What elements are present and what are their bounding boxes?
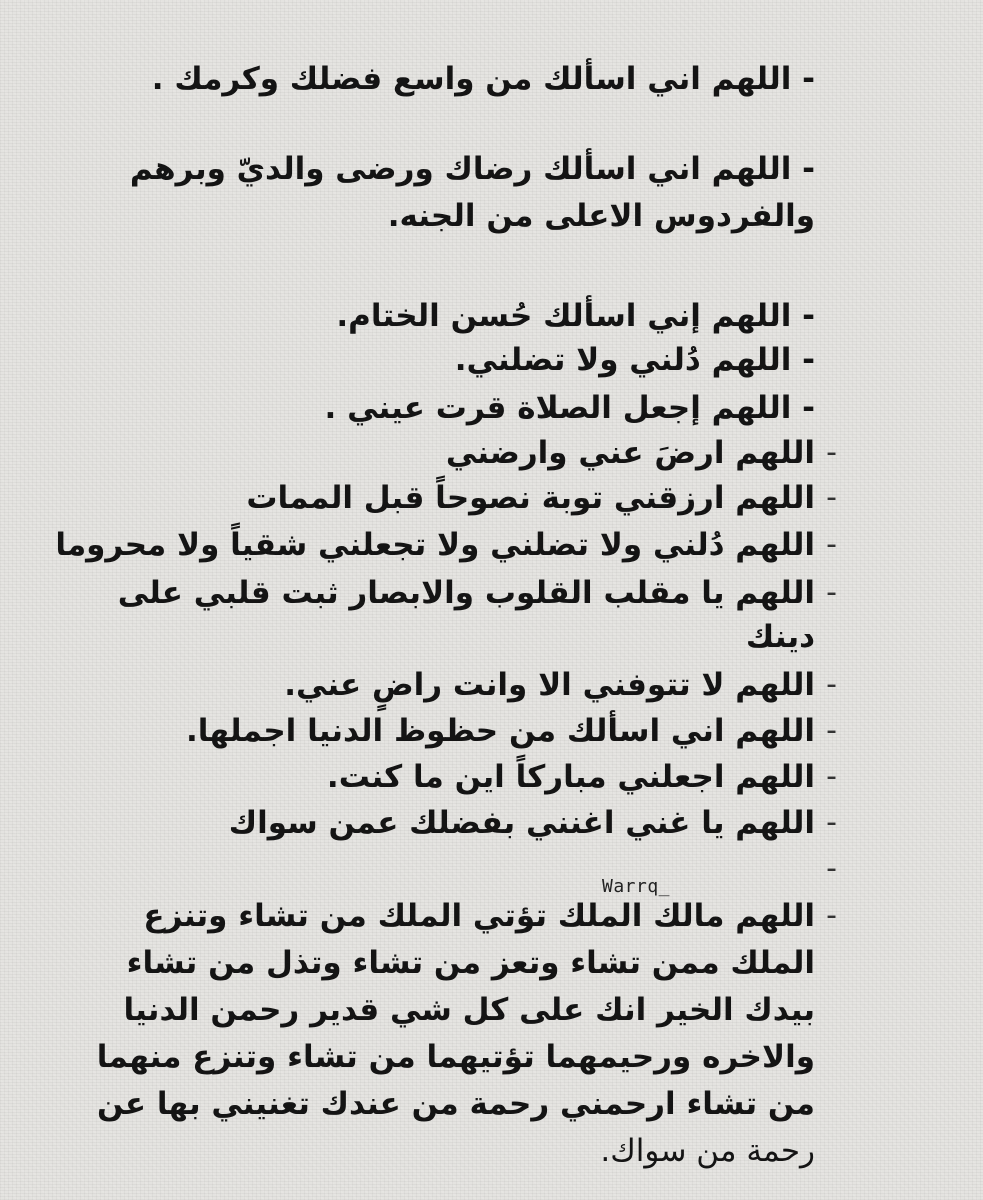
dua-line-14-continued-3: والاخره ورحيمهما تؤتيهما من تشاء وتنزع منهما [96, 1039, 815, 1075]
dua-line-6: اللهم ارضَ عني وارضني [445, 435, 815, 471]
list-dash: - [826, 805, 837, 840]
list-dash: - [826, 759, 837, 794]
dua-line-9: اللهم يا مقلب القلوب والابصار ثبت قلبي على [117, 575, 815, 611]
dua-line-9-continued: دينك [745, 619, 815, 655]
dua-line-3: - اللهم إني اسألك حُسن الختام. [336, 298, 815, 334]
dua-line-12: اللهم اجعلني مباركاً اين ما كنت. [326, 759, 815, 795]
dua-line-14-continued-5: رحمة من سواك. [600, 1133, 815, 1169]
dua-line-1: - اللهم اني اسألك من واسع فضلك وكرمك . [151, 61, 815, 97]
list-dash: - [826, 435, 837, 470]
list-dash: - [826, 575, 837, 610]
list-dash: - [826, 480, 837, 515]
dua-line-2: - اللهم اني اسألك رضاك ورضى والديّ وبرهم [129, 151, 815, 187]
dua-line-10: اللهم لا تتوفني الا وانت راضٍ عني. [284, 667, 815, 703]
list-dash: - [826, 851, 837, 886]
dua-line-14-continued-4: من تشاء ارحمني رحمة من عندك تغنيني بها عن [96, 1086, 815, 1122]
list-dash: - [826, 667, 837, 702]
dua-line-2-continued: والفردوس الاعلى من الجنه. [387, 198, 815, 234]
dua-line-4: - اللهم دُلني ولا تضلني. [454, 342, 815, 378]
list-dash: - [826, 898, 837, 933]
dua-line-13: اللهم يا غني اغنني بفضلك عمن سواك [228, 805, 815, 841]
dua-line-14-continued-2: بيدك الخير انك على كل شي قدير رحمن الدنيا [123, 992, 815, 1028]
dua-line-8: اللهم دُلني ولا تضلني ولا تجعلني شقياً ولا محروما [55, 527, 815, 563]
watermark-text: Warrq_ [602, 876, 671, 897]
dua-line-5: - اللهم إجعل الصلاة قرت عيني . [324, 390, 815, 426]
list-dash: - [826, 713, 837, 748]
list-dash: - [826, 527, 837, 562]
dua-line-11: اللهم اني اسألك من حظوظ الدنيا اجملها. [186, 713, 815, 749]
dua-line-14: اللهم مالك الملك تؤتي الملك من تشاء وتنزع [143, 898, 815, 934]
dua-line-14-continued-1: الملك ممن تشاء وتعز من تشاء وتذل من تشاء [126, 945, 815, 981]
dua-line-7: اللهم ارزقني توبة نصوحاً قبل الممات [246, 480, 815, 516]
